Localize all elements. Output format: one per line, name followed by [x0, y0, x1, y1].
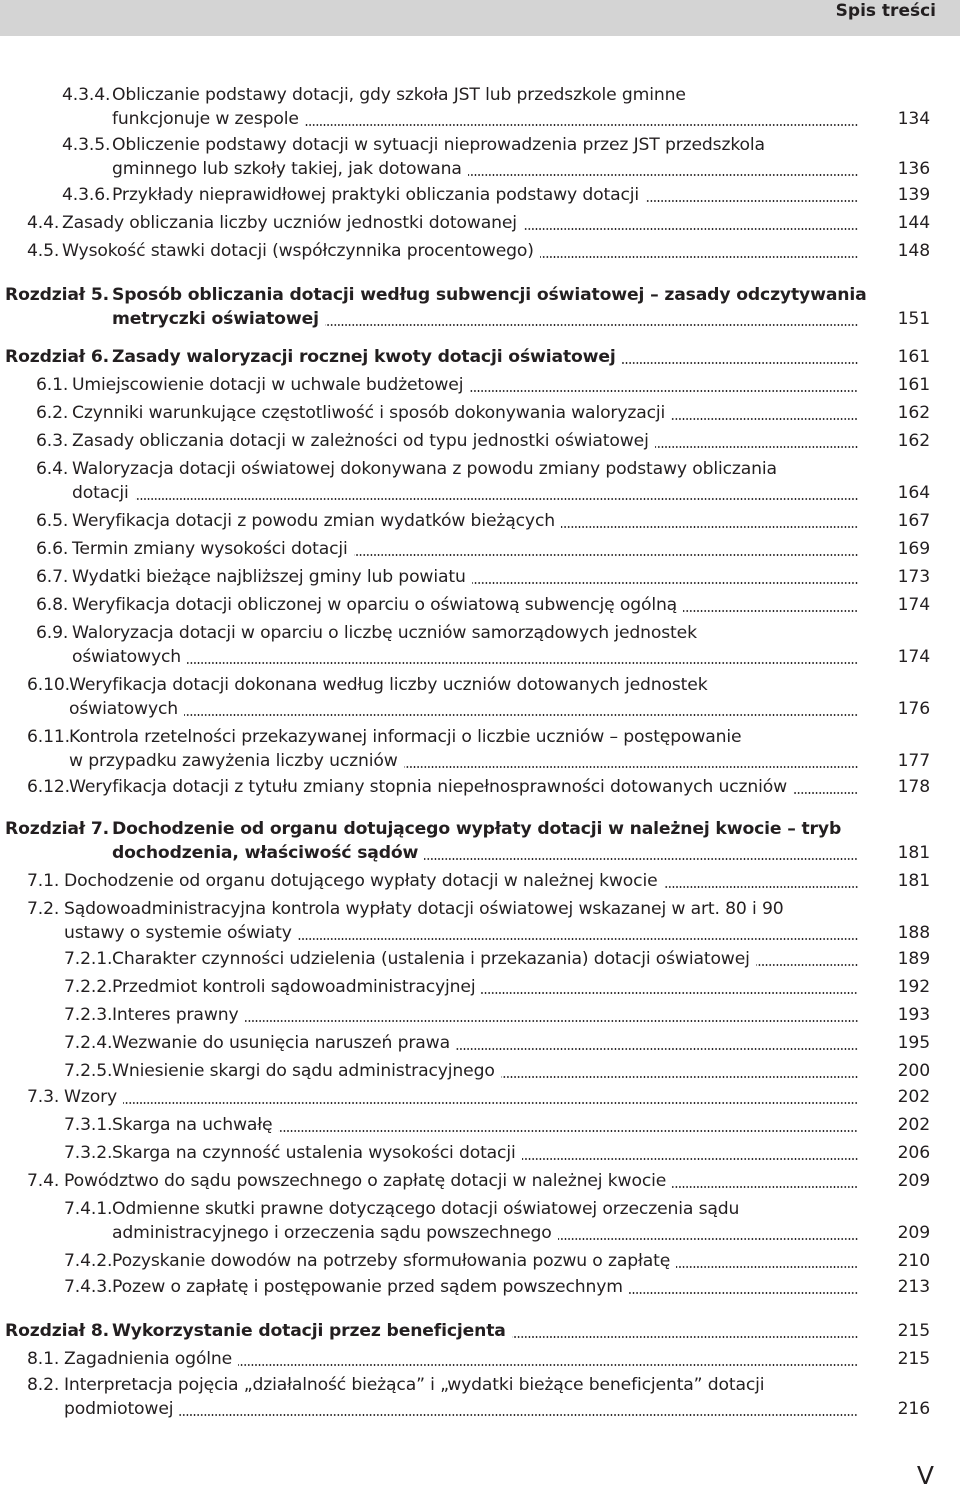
- dot-leader: [756, 964, 858, 966]
- toc-entry-page: 181: [897, 871, 930, 891]
- toc-entry-title: Charakter czynności udzielenia (ustalenia i przekazania) dotacji oświatowej: [112, 949, 750, 969]
- toc-entry-page: 161: [897, 375, 930, 395]
- dot-leader: [298, 938, 858, 940]
- dot-leader: [456, 1048, 858, 1050]
- toc-entry-page: 178: [897, 777, 930, 797]
- toc-entry-number: 7.2.: [27, 899, 60, 919]
- toc-entry-number: 7.4.3.: [64, 1277, 113, 1297]
- toc-entry-page: 148: [897, 241, 930, 261]
- toc-entry-title: Czynniki warunkujące częstotliwość i sposób dokonywania waloryzacji: [72, 403, 666, 423]
- toc-entry-title: Waloryzacja dotacji oświatowej dokonywana z powodu zmiany podstawy obliczania: [72, 459, 777, 479]
- toc-entry-number: Rozdział 6.: [5, 347, 110, 367]
- dot-leader: [664, 886, 858, 888]
- toc-entry-first-line: [0, 428, 960, 454]
- toc-entry-page: 151: [897, 309, 930, 329]
- dot-leader: [305, 124, 858, 126]
- toc-entry-number: 4.3.6.: [62, 185, 111, 205]
- toc-entry-number: 7.3.2.: [64, 1143, 113, 1163]
- toc-entry-first-line: [0, 210, 960, 236]
- toc-entry-first-line: [0, 282, 960, 308]
- dot-leader: [672, 1186, 858, 1188]
- toc-entry-title: Sądowoadministracyjna kontrola wypłaty dotacji oświatowej wskazanej w art. 80 i 90: [64, 899, 784, 919]
- toc-entry-title: Odmienne skutki prawne dotyczącego dotacji oświatowej orzeczenia sądu: [112, 1199, 740, 1219]
- toc-entry-first-line: [0, 1168, 960, 1194]
- dot-leader: [424, 858, 858, 860]
- toc-entry-first-line: [0, 1002, 960, 1028]
- toc-entry-title: Weryfikacja dotacji obliczonej w oparciu o oświatową subwencję ogólną: [72, 595, 678, 615]
- toc-entry-number: Rozdział 7.: [5, 819, 110, 839]
- dot-leader: [501, 1076, 858, 1078]
- toc-entry-page: 176: [897, 699, 930, 719]
- toc-entry-page: 206: [897, 1143, 930, 1163]
- toc-entry-title: Weryfikacja dotacji z tytułu zmiany stopnia niepełnosprawności dotowanych uczniów: [69, 777, 788, 797]
- toc-entry-page: 161: [897, 347, 930, 367]
- toc-entry-number: Rozdział 5.: [5, 285, 110, 305]
- toc-entry-number: 6.5.: [36, 511, 69, 531]
- toc-entry-first-line: [0, 1030, 960, 1056]
- dot-leader: [187, 662, 858, 664]
- toc-entry-title: podmiotowej: [64, 1399, 174, 1419]
- toc-entry-title: oświatowych: [69, 699, 179, 719]
- toc-entry-first-line: [0, 1084, 960, 1110]
- toc-entry-continuation-line: [0, 156, 960, 182]
- dot-leader: [468, 174, 858, 176]
- toc-entry-first-line: [0, 238, 960, 264]
- dot-leader: [523, 228, 858, 230]
- toc-entry-title: w przypadku zawyżenia liczby uczniów: [69, 751, 398, 771]
- toc-entry-page: 177: [897, 751, 930, 771]
- toc-entry-number: 8.1.: [27, 1349, 60, 1369]
- toc-entry-number: 4.3.5.: [62, 135, 111, 155]
- toc-entry-number: 6.2.: [36, 403, 69, 423]
- toc-entry-number: Rozdział 8.: [5, 1321, 110, 1341]
- toc-entry-continuation-line: [0, 1396, 960, 1422]
- toc-entry-page: 200: [897, 1061, 930, 1081]
- toc-entry-first-line: [0, 724, 960, 750]
- toc-entry-number: 4.5.: [27, 241, 60, 261]
- toc-entry-page: 173: [897, 567, 930, 587]
- toc-entry-title: Zasady obliczania liczby uczniów jednostki dotowanej: [62, 213, 517, 233]
- dot-leader: [793, 792, 858, 794]
- toc-entry-title: Kontrola rzetelności przekazywanej informacji o liczbie uczniów – postępowanie: [69, 727, 742, 747]
- toc-entry-title: Wydatki bieżące najbliższej gminy lub powiatu: [72, 567, 466, 587]
- toc-entry-page: 167: [897, 511, 930, 531]
- toc-entry-number: 6.11.: [27, 727, 70, 747]
- page-number: V: [916, 1461, 934, 1490]
- toc-entry-continuation-line: [0, 748, 960, 774]
- toc-entry-number: 7.2.2.: [64, 977, 113, 997]
- dot-leader: [558, 1238, 858, 1240]
- dot-leader: [512, 1336, 858, 1338]
- toc-entry-first-line: [0, 816, 960, 842]
- toc-entry-first-line: [0, 1196, 960, 1222]
- dot-leader: [522, 1158, 858, 1160]
- toc-entry-number: 6.6.: [36, 539, 69, 559]
- toc-entry-first-line: [0, 592, 960, 618]
- toc-entry-title: funkcjonuje w zespole: [112, 109, 299, 129]
- toc-entry-first-line: [0, 896, 960, 922]
- dot-leader: [469, 390, 858, 392]
- toc-entry-number: 6.7.: [36, 567, 69, 587]
- toc-entry-title: Powództwo do sądu powszechnego o zapłatę dotacji w należnej kwocie: [64, 1171, 667, 1191]
- toc-entry-title: Interes prawny: [112, 1005, 239, 1025]
- dot-leader: [655, 446, 858, 448]
- toc-entry-title: Wysokość stawki dotacji (współczynnika procentowego): [62, 241, 534, 261]
- toc-entry-number: 7.2.3.: [64, 1005, 113, 1025]
- toc-entry-number: 6.12.: [27, 777, 70, 797]
- toc-entry-title: Zagadnienia ogólne: [64, 1349, 233, 1369]
- toc-entry-first-line: [0, 1318, 960, 1344]
- toc-entry-number: 7.3.: [27, 1087, 60, 1107]
- toc-entry-first-line: [0, 508, 960, 534]
- toc-entry-number: 6.9.: [36, 623, 69, 643]
- toc-entry-title: Sposób obliczania dotacji według subwencji oświatowej – zasady odczytywania: [112, 285, 867, 305]
- toc-entry-page: 144: [897, 213, 930, 233]
- toc-entry-page: 215: [897, 1321, 930, 1341]
- dot-leader: [123, 1102, 858, 1104]
- toc-entry-title: dotacji: [72, 483, 129, 503]
- toc-entry-first-line: [0, 974, 960, 1000]
- dot-leader: [404, 766, 858, 768]
- toc-entry-title: dochodzenia, właściwość sądów: [112, 843, 419, 863]
- toc-entry-number: 7.2.5.: [64, 1061, 113, 1081]
- toc-entry-page: 193: [897, 1005, 930, 1025]
- dot-leader: [676, 1266, 858, 1268]
- toc-entry-page: 209: [897, 1223, 930, 1243]
- toc-entry-page: 174: [897, 595, 930, 615]
- toc-entry-number: 6.8.: [36, 595, 69, 615]
- dot-leader: [540, 256, 858, 258]
- toc-entry-title: Termin zmiany wysokości dotacji: [72, 539, 348, 559]
- toc-entry-title: gminnego lub szkoły takiej, jak dotowana: [112, 159, 462, 179]
- toc-entry-first-line: [0, 774, 960, 800]
- toc-entry-continuation-line: [0, 840, 960, 866]
- toc-entry-page: 188: [897, 923, 930, 943]
- toc-entry-title: metryczki oświatowej: [112, 309, 319, 329]
- toc-entry-first-line: [0, 344, 960, 370]
- toc-entry-first-line: [0, 82, 960, 108]
- dot-leader: [184, 714, 858, 716]
- toc-entry-page: 162: [897, 431, 930, 451]
- dot-leader: [629, 1292, 858, 1294]
- toc-entry-page: 174: [897, 647, 930, 667]
- toc-entry-page: 216: [897, 1399, 930, 1419]
- toc-entry-page: 189: [897, 949, 930, 969]
- toc-entry-first-line: [0, 1058, 960, 1084]
- toc-entry-number: 6.3.: [36, 431, 69, 451]
- toc-entry-title: Waloryzacja dotacji w oparciu o liczbę uczniów samorządowych jednostek: [72, 623, 697, 643]
- toc-entry-title: Dochodzenie od organu dotującego wypłaty dotacji w należnej kwocie: [64, 871, 658, 891]
- toc-entry-first-line: [0, 182, 960, 208]
- toc-entry-page: 213: [897, 1277, 930, 1297]
- toc-entry-first-line: [0, 536, 960, 562]
- toc-entry-title: Pozew o zapłatę i postępowanie przed sądem powszechnym: [112, 1277, 623, 1297]
- toc-entry-page: 209: [897, 1171, 930, 1191]
- toc-entry-page: 169: [897, 539, 930, 559]
- dot-leader: [671, 418, 858, 420]
- toc-entry-first-line: [0, 1112, 960, 1138]
- toc-entry-page: 202: [897, 1087, 930, 1107]
- toc-entry-number: 8.2.: [27, 1375, 60, 1395]
- toc-entry-number: 7.2.4.: [64, 1033, 113, 1053]
- toc-entry-title: Przedmiot kontroli sądowoadministracyjnej: [112, 977, 476, 997]
- dot-leader: [354, 554, 858, 556]
- toc-entry-first-line: [0, 564, 960, 590]
- toc-entry-page: 210: [897, 1251, 930, 1271]
- toc-entry-first-line: [0, 400, 960, 426]
- toc-entry-number: 7.4.: [27, 1171, 60, 1191]
- toc-entry-number: 6.1.: [36, 375, 69, 395]
- toc-entry-first-line: [0, 456, 960, 482]
- dot-leader: [472, 582, 858, 584]
- toc-entry-first-line: [0, 1140, 960, 1166]
- toc-entry-title: oświatowych: [72, 647, 182, 667]
- toc-entry-number: 7.3.1.: [64, 1115, 113, 1135]
- toc-entry-number: 7.2.1.: [64, 949, 113, 969]
- toc-entry-first-line: [0, 1346, 960, 1372]
- toc-entry-page: 139: [897, 185, 930, 205]
- dot-leader: [622, 362, 858, 364]
- toc-entry-title: Wniesienie skargi do sądu administracyjnego: [112, 1061, 495, 1081]
- toc-entry-continuation-line: [0, 480, 960, 506]
- dot-leader: [325, 324, 858, 326]
- toc-entry-number: 6.10.: [27, 675, 70, 695]
- toc-entry-page: 181: [897, 843, 930, 863]
- toc-entry-title: Interpretacja pojęcia „działalność bieżąca” i „wydatki bieżące beneficjenta” dotacji: [64, 1375, 765, 1395]
- toc-entry-page: 136: [897, 159, 930, 179]
- toc-entry-title: Obliczanie podstawy dotacji, gdy szkoła JST lub przedszkole gminne: [112, 85, 686, 105]
- toc-entry-first-line: [0, 1274, 960, 1300]
- toc-entry-title: Wykorzystanie dotacji przez beneficjenta: [112, 1321, 506, 1341]
- toc-entry-page: 192: [897, 977, 930, 997]
- toc-entry-title: Wezwanie do usunięcia naruszeń prawa: [112, 1033, 450, 1053]
- toc-entry-number: 6.4.: [36, 459, 69, 479]
- toc-entry-first-line: [0, 946, 960, 972]
- toc-entry-first-line: [0, 372, 960, 398]
- toc-entry-page: 164: [897, 483, 930, 503]
- running-header-title: Spis treści: [835, 1, 936, 21]
- dot-leader: [245, 1020, 859, 1022]
- dot-leader: [481, 992, 858, 994]
- dot-leader: [135, 498, 858, 500]
- toc-entry-number: 7.4.2.: [64, 1251, 113, 1271]
- toc-entry-title: Skarga na czynność ustalenia wysokości dotacji: [112, 1143, 516, 1163]
- dot-leader: [561, 526, 858, 528]
- toc-entry-page: 162: [897, 403, 930, 423]
- toc-entry-title: Zasady waloryzacji rocznej kwoty dotacji oświatowej: [112, 347, 616, 367]
- toc-entry-page: 195: [897, 1033, 930, 1053]
- toc-entry-title: Skarga na uchwałę: [112, 1115, 273, 1135]
- toc-entry-first-line: [0, 672, 960, 698]
- toc-entry-number: 4.3.4.: [62, 85, 111, 105]
- dot-leader: [179, 1414, 858, 1416]
- dot-leader: [683, 610, 858, 612]
- toc-entry-continuation-line: [0, 306, 960, 332]
- toc-entry-title: Pozyskanie dowodów na potrzeby sformułowania pozwu o zapłatę: [112, 1251, 671, 1271]
- toc-entry-continuation-line: [0, 1220, 960, 1246]
- toc-entry-title: ustawy o systemie oświaty: [64, 923, 292, 943]
- dot-leader: [238, 1364, 858, 1366]
- toc-entry-first-line: [0, 620, 960, 646]
- toc-entry-page: 134: [897, 109, 930, 129]
- toc-entry-continuation-line: [0, 106, 960, 132]
- toc-entry-continuation-line: [0, 644, 960, 670]
- toc-entry-title: Wzory: [64, 1087, 118, 1107]
- toc-entry-number: 4.4.: [27, 213, 60, 233]
- toc-entry-continuation-line: [0, 920, 960, 946]
- dot-leader: [278, 1130, 858, 1132]
- toc-entry-continuation-line: [0, 696, 960, 722]
- toc-entry-number: 7.1.: [27, 871, 60, 891]
- toc-entry-first-line: [0, 132, 960, 158]
- toc-entry-title: Dochodzenie od organu dotującego wypłaty dotacji w należnej kwocie – tryb: [112, 819, 842, 839]
- dot-leader: [645, 200, 858, 202]
- toc-entry-first-line: [0, 868, 960, 894]
- toc-entry-title: Weryfikacja dotacji z powodu zmian wydatków bieżących: [72, 511, 555, 531]
- toc-entry-page: 215: [897, 1349, 930, 1369]
- toc-entry-page: 202: [897, 1115, 930, 1135]
- toc-entry-title: Umiejscowienie dotacji w uchwale budżetowej: [72, 375, 464, 395]
- toc-entry-title: Obliczenie podstawy dotacji w sytuacji nieprowadzenia przez JST przedszkola: [112, 135, 765, 155]
- toc-entry-title: Weryfikacja dotacji dokonana według liczby uczniów dotowanych jednostek: [69, 675, 708, 695]
- toc-entry-first-line: [0, 1248, 960, 1274]
- toc-entry-first-line: [0, 1372, 960, 1398]
- toc-entry-title: administracyjnego i orzeczenia sądu powszechnego: [112, 1223, 552, 1243]
- toc-entry-number: 7.4.1.: [64, 1199, 113, 1219]
- toc-entry-title: Przykłady nieprawidłowej praktyki obliczania podstawy dotacji: [112, 185, 640, 205]
- toc-entry-title: Zasady obliczania dotacji w zależności od typu jednostki oświatowej: [72, 431, 649, 451]
